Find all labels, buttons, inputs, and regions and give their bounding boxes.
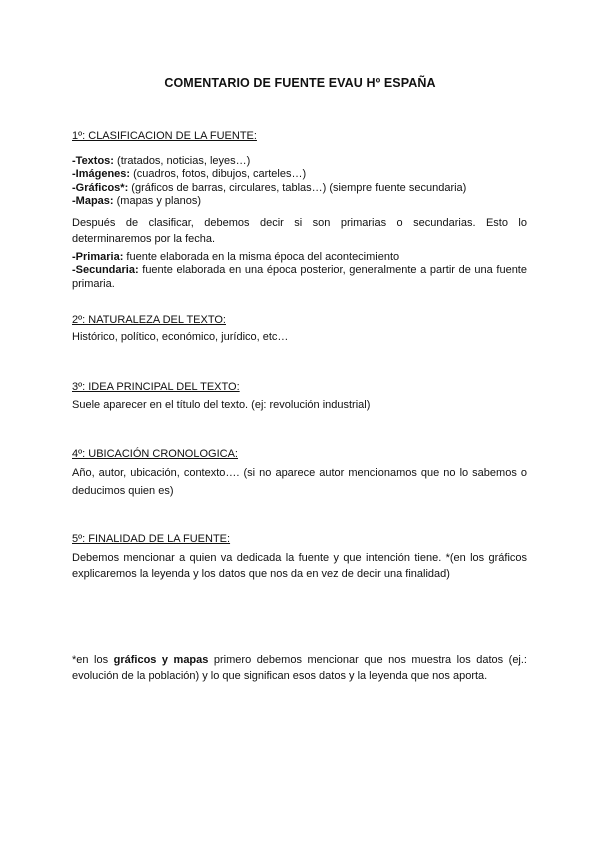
type-textos: -Textos: (tratados, noticias, leyes…) [72, 155, 251, 167]
type-graficos: -Gráficos*: (gráficos de barras, circulares, tablas…) (siempre fuente secundaria) [72, 181, 467, 194]
section-2-body: Histórico, político, económico, jurídico, etc… [72, 331, 289, 343]
type-imagenes: -Imágenes: (cuadros, fotos, dibujos, carteles…) [72, 168, 307, 181]
section-5-heading: 5º: FINALIDAD DE LA FUENTE: [72, 533, 231, 545]
classification-intro: Después de clasificar, debemos decir si son primarias o secundarias. Esto lo determinaremos por la fecha. [72, 217, 527, 245]
secundaria-definition: -Secundaria: fuente elaborada en una época posterior, generalmente a partir de una fuente primaria. [72, 264, 527, 290]
section-3-heading: 3º: IDEA PRINCIPAL DEL TEXTO: [72, 381, 240, 393]
document-title: COMENTARIO DE FUENTE EVAU Hº ESPAÑA [164, 76, 436, 90]
section-2-heading: 2º: NATURALEZA DEL TEXTO: [72, 314, 226, 326]
type-mapas: -Mapas: (mapas y planos) [72, 195, 201, 208]
graphics-maps-note: *en los gráficos y mapas primero debemos mencionar que nos muestra los datos (ej.: evolución de la población) y lo que significan esos datos y la leyenda que nos aporta. [72, 654, 527, 682]
section-3-body: Suele aparecer en el título del texto. (ej: revolución industrial) [72, 399, 371, 411]
section-5-body: Debemos mencionar a quien va dedicada la fuente y que intención tiene. *(en los gráficos explicaremos la leyenda y los datos que nos da en vez de decir una finalidad) [72, 552, 527, 580]
primaria-definition: -Primaria: fuente elaborada en la misma época del acontecimiento [72, 251, 400, 263]
source-types-list [72, 155, 527, 209]
section-4-heading: 4º: UBICACIÓN CRONOLOGICA: [72, 448, 238, 460]
section-4-body: Año, autor, ubicación, contexto…. (si no aparece autor mencionamos que no lo sabemos o deducimos quien es) [72, 467, 527, 497]
section-1-heading: 1º: CLASIFICACION DE LA FUENTE: [72, 130, 257, 142]
primary-secondary-definitions [72, 251, 527, 291]
